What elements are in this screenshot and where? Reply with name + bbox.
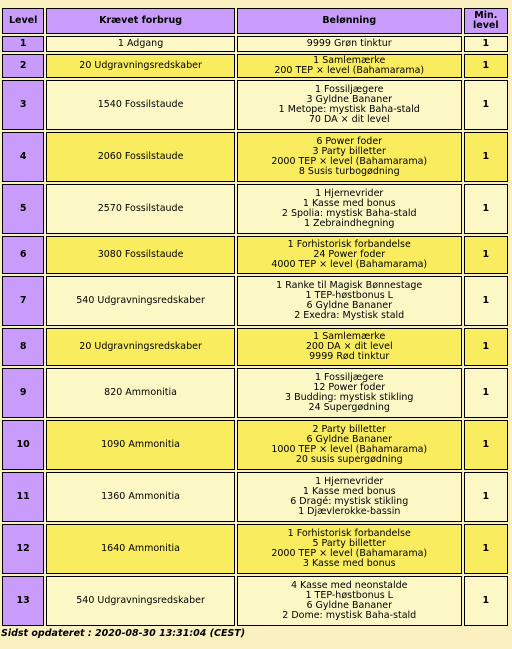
belonning-cell xyxy=(237,36,462,52)
reward-line: 1 Forhistorisk forbandelse xyxy=(287,239,411,250)
belonning-cell xyxy=(237,236,462,274)
reward-line: 3 Party billetter xyxy=(312,146,386,157)
level-cell: 5 xyxy=(2,184,44,234)
reward-line: 4 Kasse med neonstalde xyxy=(290,580,408,591)
reward-line: 2 Party billetter xyxy=(312,424,386,435)
levels-table xyxy=(0,6,510,628)
reward-line: 2 Spolia: mystisk Baha-stald xyxy=(281,208,417,219)
reward-line: 4000 TEP × level (Bahamarama) xyxy=(271,259,428,270)
reward-line: 6 Gyldne Bananer xyxy=(306,600,392,611)
reward-line: 9999 Grøn tinktur xyxy=(306,38,392,49)
reward-line: 24 Power foder xyxy=(313,249,386,260)
forbrug-cell: 2570 Fossilstaude xyxy=(46,184,235,234)
belonning-cell xyxy=(237,420,462,470)
reward-line: 24 Supergødning xyxy=(308,402,390,413)
reward-line: 1 TEP-høstbonus L xyxy=(305,590,393,601)
min-level-cell: 1 xyxy=(464,276,508,326)
reward-line: 6 Gyldne Bananer xyxy=(306,434,392,445)
table-row xyxy=(2,576,508,626)
reward-line: 3 Gyldne Bananer xyxy=(306,94,392,105)
reward-line: 3 Budding: mystisk stikling xyxy=(285,392,414,403)
level-cell: 4 xyxy=(2,132,44,182)
reward-line: 1 Samlemærke xyxy=(313,331,386,342)
reward-line: 1 Fossiljægere xyxy=(314,84,384,95)
reward-line: 1 Djævlerokke-bassin xyxy=(298,506,401,517)
min-level-cell: 1 xyxy=(464,184,508,234)
reward-line: 6 Gyldne Bananer xyxy=(306,300,392,311)
table-row xyxy=(2,276,508,326)
reward-line: 1 Ranke til Magisk Bønnestage xyxy=(276,280,423,291)
min-level-cell: 1 xyxy=(464,236,508,274)
reward-line: 1 Kasse med bonus xyxy=(302,198,396,209)
belonning-cell xyxy=(237,54,462,78)
reward-line: 200 TEP × level (Bahamarama) xyxy=(274,65,425,76)
table-row xyxy=(2,36,508,52)
forbrug-cell: 820 Ammonitia xyxy=(46,368,235,418)
level-cell: 9 xyxy=(2,368,44,418)
reward-line: 1 Zebraindhegning xyxy=(303,218,395,229)
forbrug-cell: 3080 Fossilstaude xyxy=(46,236,235,274)
table-row xyxy=(2,472,508,522)
reward-line: 12 Power foder xyxy=(313,382,386,393)
reward-line: 1 Kasse med bonus xyxy=(302,486,396,497)
belonning-cell xyxy=(237,184,462,234)
level-cell: 13 xyxy=(2,576,44,626)
forbrug-cell: 20 Udgravningsredskaber xyxy=(46,328,235,366)
level-cell: 1 xyxy=(2,36,44,52)
table-row xyxy=(2,80,508,130)
min-level-cell: 1 xyxy=(464,328,508,366)
forbrug-cell: 1540 Fossilstaude xyxy=(46,80,235,130)
reward-line: 6 Power foder xyxy=(316,136,383,147)
forbrug-cell: 1090 Ammonitia xyxy=(46,420,235,470)
header-min-level xyxy=(464,8,508,34)
reward-line: 5 Party billetter xyxy=(312,538,386,549)
min-level-cell: 1 xyxy=(464,420,508,470)
level-cell: 3 xyxy=(2,80,44,130)
min-level-cell: 1 xyxy=(464,524,508,574)
forbrug-cell: 540 Udgravningsredskaber xyxy=(46,276,235,326)
level-cell: 6 xyxy=(2,236,44,274)
min-level-cell: 1 xyxy=(464,368,508,418)
min-level-cell: 1 xyxy=(464,80,508,130)
reward-line: 1 Metope: mystisk Baha-stald xyxy=(278,104,420,115)
reward-line: 70 DA × dit level xyxy=(308,114,390,125)
header-row xyxy=(2,8,508,34)
level-cell: 7 xyxy=(2,276,44,326)
table-row xyxy=(2,132,508,182)
reward-line: 1 TEP-høstbonus L xyxy=(305,290,393,301)
table-row xyxy=(2,368,508,418)
forbrug-cell: 540 Udgravningsredskaber xyxy=(46,576,235,626)
forbrug-cell: 2060 Fossilstaude xyxy=(46,132,235,182)
reward-line: 1 Fossiljægere xyxy=(314,372,384,383)
min-level-cell: 1 xyxy=(464,132,508,182)
belonning-cell xyxy=(237,80,462,130)
reward-line: 1 Forhistorisk forbandelse xyxy=(287,528,411,539)
table-row xyxy=(2,236,508,274)
table-row xyxy=(2,184,508,234)
reward-line: 2000 TEP × level (Bahamarama) xyxy=(271,548,428,559)
belonning-cell xyxy=(237,368,462,418)
min-level-cell: 1 xyxy=(464,472,508,522)
reward-line: 1 Hjernevrider xyxy=(315,476,384,487)
reward-line: 1 Samlemærke xyxy=(313,55,386,66)
min-level-cell: 1 xyxy=(464,36,508,52)
table-row xyxy=(2,524,508,574)
belonning-cell xyxy=(237,328,462,366)
table-row xyxy=(2,420,508,470)
belonning-cell xyxy=(237,524,462,574)
forbrug-cell: 1 Adgang xyxy=(46,36,235,52)
reward-line: 3 Kasse med bonus xyxy=(302,558,396,569)
min-level-cell: 1 xyxy=(464,576,508,626)
table-row xyxy=(2,54,508,78)
reward-line: 8 Susis turbogødning xyxy=(298,166,400,177)
header-forbrug: Krævet forbrug xyxy=(46,8,235,34)
reward-line: 1 Hjernevrider xyxy=(315,188,384,199)
forbrug-cell: 1640 Ammonitia xyxy=(46,524,235,574)
reward-line: 200 DA × dit level xyxy=(305,341,393,352)
reward-line: 9999 Rød tinktur xyxy=(309,351,390,362)
forbrug-cell: 1360 Ammonitia xyxy=(46,472,235,522)
belonning-cell xyxy=(237,132,462,182)
header-belonning: Belønning xyxy=(237,8,462,34)
level-cell: 12 xyxy=(2,524,44,574)
reward-line: 2 Exedra: Mystisk stald xyxy=(294,310,405,321)
forbrug-cell: 20 Udgravningsredskaber xyxy=(46,54,235,78)
reward-line: 1000 TEP × level (Bahamarama) xyxy=(271,444,428,455)
level-cell: 8 xyxy=(2,328,44,366)
header-level: Level xyxy=(2,8,44,34)
min-level-cell: 1 xyxy=(464,54,508,78)
table-row xyxy=(2,328,508,366)
reward-line: 20 susis supergødning xyxy=(295,454,403,465)
header-min-level-text: Min. level xyxy=(473,10,499,31)
reward-line: 6 Dragé: mystisk stikling xyxy=(290,496,409,507)
level-cell: 2 xyxy=(2,54,44,78)
belonning-cell xyxy=(237,576,462,626)
level-cell: 10 xyxy=(2,420,44,470)
last-updated: Sidst opdateret : 2020-08-30 13:31:04 (CEST) xyxy=(1,628,246,639)
reward-line: 2000 TEP × level (Bahamarama) xyxy=(271,156,428,167)
belonning-cell xyxy=(237,472,462,522)
belonning-cell xyxy=(237,276,462,326)
level-cell: 11 xyxy=(2,472,44,522)
reward-line: 2 Dome: mystisk Baha-stald xyxy=(282,610,417,621)
